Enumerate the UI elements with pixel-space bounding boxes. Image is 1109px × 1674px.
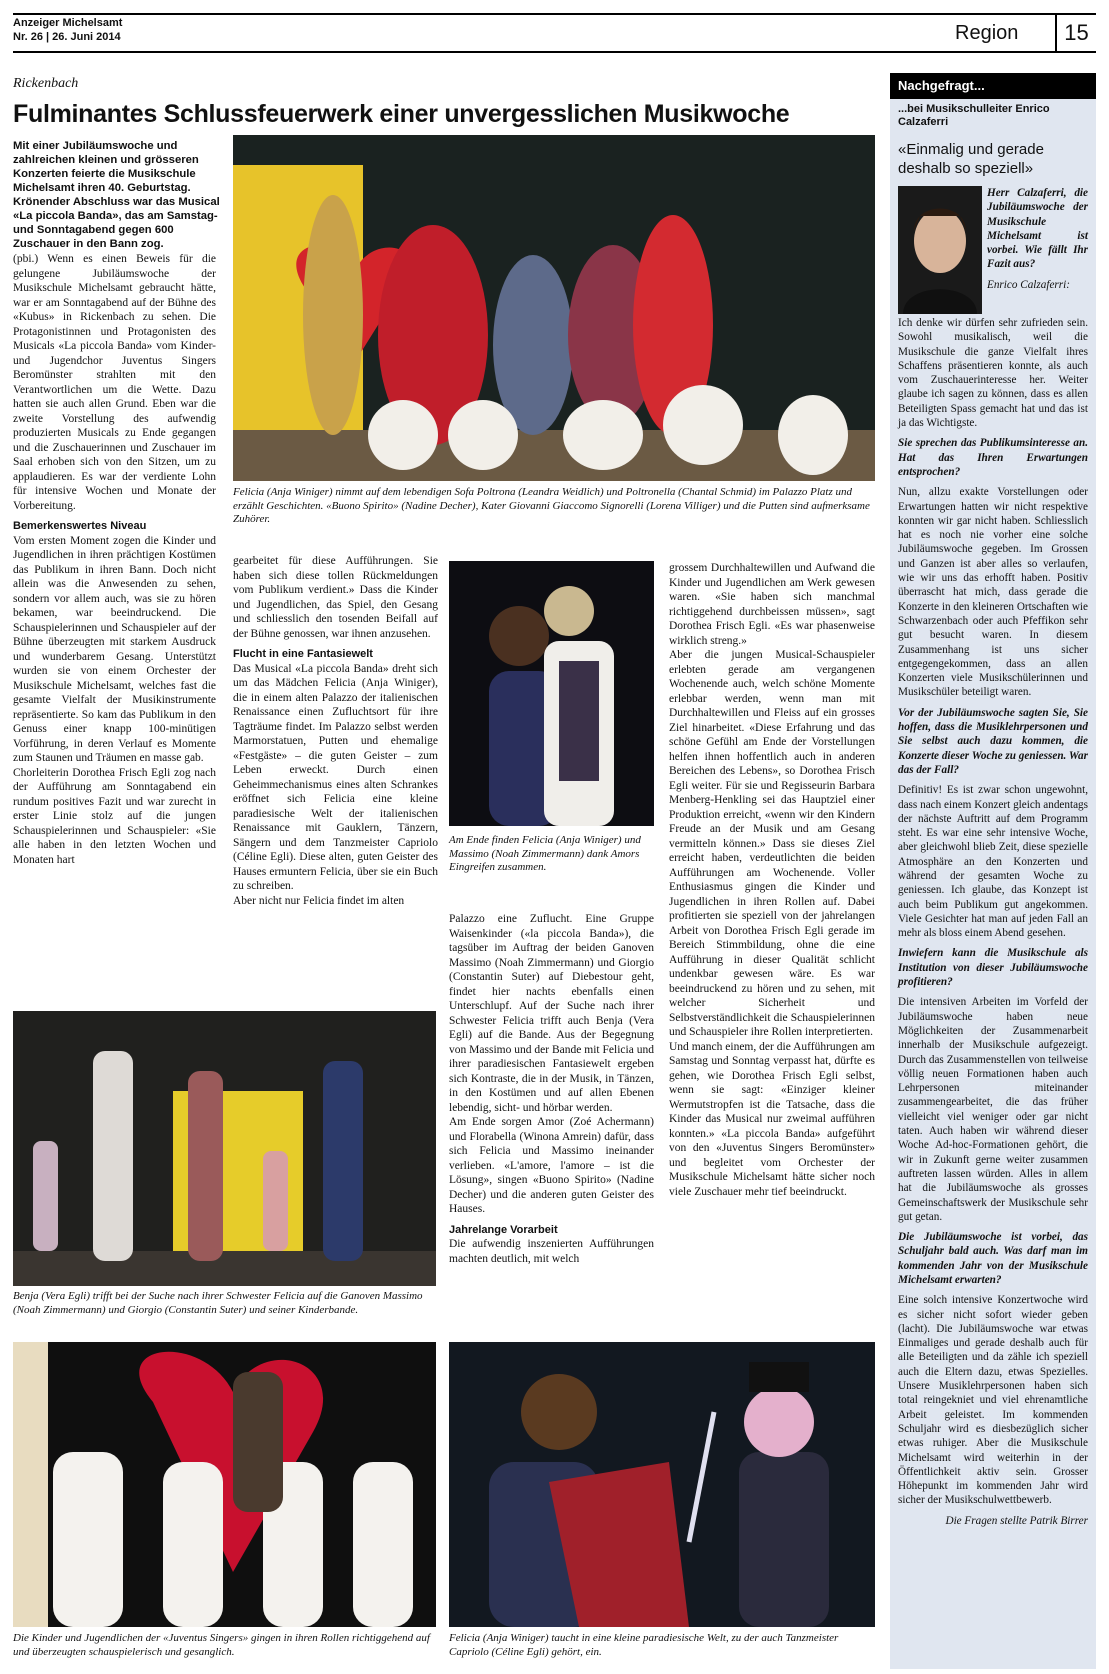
paper-name: Anzeiger Michelsamt — [13, 17, 123, 29]
answer: Nun, allzu exakte Vorstellungen oder Erwartungen hatten wir nicht respektive konnten wir gar nicht haben. Schliesslich hat es noch nie vorher eine solche Jubiläumswoche gegeben. Im Grossen und Ganzen ist aber alles so verlaufen, wie wir uns das erhofft haben. Positiv überrascht hat mich, dass gerade die Konzerte in den kleineren Ortschaften wie Schwarzenbach oder auch Pfeffikon sehr gut besucht waren. In diesem Zusammenhang ist uns sicher entgegengekommen, dass an allen Konzerten viele Musikschülerinnen und Musikschüler beteiligt waren. — [898, 486, 1088, 699]
article-column-2 — [233, 554, 438, 908]
sidebar-subtitle: ...bei Musikschulleiter Enrico Calzaferri — [898, 103, 1050, 128]
interview-body — [898, 316, 1088, 1534]
sidebar-header: Nachgefragt... — [890, 73, 1096, 99]
question: Herr Calzaferri, die Jubiläumswoche der Musikschule Michelsamt ist vorbei. Wie fällt Ihr Fazit aus? — [987, 187, 1088, 271]
article-lead: Mit einer Jubiläumswoche und zahlreichen kleinen und grösseren Konzerten feierte die Musikschule Michelsamt ihren 40. Geburtstag. Krönender Abschluss war das Musical «La piccola Banda», das am Samstag- und Sonntagabend gegen 600 Zuschauer in den Bann zog. — [13, 140, 220, 250]
paragraph: gearbeitet für diese Aufführungen. Sie haben sich diese tollen Rückmeldungen vom Publikum verdient.» Dass die Kinder und Jugendlichen, das Spiel, den Gesang und schliesslich den tosenden Beifall auf der Bühne genossen, war ihnen anzusehen. — [233, 555, 438, 640]
answer: Die intensiven Arbeiten im Vorfeld der Jubiläumswoche haben neue Möglichkeiten der Zusammenarbeit innerhalb der Musikschule aufgezeigt. Durch das Zusammenstellen von teilweise völlig neuen Formationen haben auch Lehrpersonen miteinander zusammengearbeitet, die das früher vielleicht viel weniger oder gar nicht taten. Auch haben wir während dieser Woche Ad-hoc-Formationen gehört, die wir in Zukunft gerne weiter zusammen auftreten lassen würden. Alles in allem hat die Jubiläumswoche als grosses Gemeinschaftswerk der Musikschule sehr gut getan. — [898, 996, 1088, 1223]
main-photo — [233, 135, 875, 481]
issue-info: Nr. 26 | 26. Juni 2014 — [13, 31, 121, 43]
main-photo-caption: Felicia (Anja Winiger) nimmt auf dem lebendigen Sofa Poltrona (Leandra Weidlich) und Poltronella (Chantal Schmid) im Palazzo Platz und erzählt Geschichten. «Buono Spirito» (Nadine Decher), Kater Giovanni Giaccomo Signorelli (Lorena Villiger) und die Putten sind aufmerksame Zuhörer. — [233, 486, 870, 525]
paragraph: Die aufwendig inszenierten Aufführungen machten deutlich, mit welch — [449, 1238, 654, 1265]
paragraph: grossem Durchhaltewillen und Aufwand die Kinder und Jugendlichen am Werk gewesen waren. «Sie haben sich manchmal richtiggehend durchbeissen müssen», sagt Dorothea Frisch Egli. «Es war phasenweise wirklich streng.» — [669, 562, 875, 647]
interview-intro — [987, 186, 1088, 292]
top-rule — [13, 13, 1096, 15]
question: Die Jubiläumswoche ist vorbei, das Schuljahr bald auch. Was darf man im kommenden Jahr von der Musikschule Michelsamt erwarten? — [898, 1231, 1088, 1286]
question: Vor der Jubiläumswoche sagten Sie, Sie hoffen, dass die Musiklehrpersonen und Sie selbst auch dazu kommen, die Konzerte dieser Woche zu geniessen. War das der Fall? — [898, 706, 1088, 776]
paragraph: Aber die jungen Musical-Schauspieler erlebten gerade am vergangenen Wochenende auch, welch schöne Momente erlebbar werden, wenn man mit Durchhaltewillen und Fleiss auf ein grosses Ziel hinarbeitet. «Diese Erfahrung und das schöne Gefühl am Ende der Vorstellungen helfen ihnen hoffentlich auch in anderen Bereichen des Lebens», so Dorothea Frisch Egli weiter. Für sie und Regisseurin Barbara Menberg-Henkling sei das Hauptziel einer Produktion erreicht, «wenn wir den Kindern Freude an der Musik und am Gesang vermitteln können.» Dass sie dieses Ziel erreicht haben, verdeutlichten die beiden Aufführungen am Wochenende. Voller Enthusiasmus gingen die Kinder und Jugendlichen in ihren Rollen auf. Dabei profitierten sie speziell von der jahrelangen Arbeit von Dorothea Frisch Egli gerade im Bereich Stimmbildung, ohne die eine Aufführung in dieser Qualität schlicht undenkbar gewesen wäre. Es war beeindruckend zu hören und zu sehen, mit welcher Sicherheit und Selbstverständlichkeit die Schauspielerinnen und Schauspieler ihre Rollen interpretierten. — [669, 649, 875, 1038]
stage-photo-caption: Benja (Vera Egli) trifft bei der Suche nach ihrer Schwester Felicia auf die Ganoven Massimo (Noah Zimmermann) und Giorgio (Constantin Suter) und seiner Kinderbande. — [13, 1290, 423, 1316]
paragraph: Aber nicht nur Felicia findet im alten — [233, 894, 405, 907]
header-rule — [13, 51, 1096, 53]
section-label: Region — [955, 22, 1019, 44]
felicia-photo-caption: Felicia (Anja Winiger) taucht in eine kleine paradiesische Welt, zu der auch Tanzmeister Capriolo (Céline Egli) gehört, ein. — [449, 1632, 839, 1658]
singers-photo-caption: Die Kinder und Jugendlichen der «Juventus Singers» gingen in ihren Rollen richtiggehend auf und überzeugten schauspielerisch und gesanglich. — [13, 1632, 430, 1658]
interview-credit: Die Fragen stellte Patrik Birrer — [945, 1514, 1088, 1527]
portrait-photo — [898, 186, 982, 314]
subheading: Bemerkenswertes Niveau — [13, 520, 147, 532]
answer-name: Enrico Calzaferri: — [987, 278, 1070, 291]
question: Sie sprechen das Publikumsinteresse an. Hat das Ihren Erwartungen entsprochen? — [898, 437, 1088, 478]
paragraph: Am Ende sorgen Amor (Zoé Achermann) und Florabella (Winona Amrein) dafür, dass sich Felicia und Massimo ineinander verlieben. «L'amore, l'amore – ist die Lösung», singen «Buono Spirito» (Nadine Decher) und die anderen guten Geister des Hauses. — [449, 1116, 654, 1215]
paragraph: Das Musical «La piccola Banda» dreht sich um das Mädchen Felicia (Anja Winiger), die in einem alten Palazzo der italienischen Renaissance einen Zufluchtsort für ihre Tagträume findet. Im Palazzo selbst werden Marmorstatuen, Putten und ehemalige «Festgäste» – die guten Geister – zum Leben erweckt. Durch einen Geheimmechanismus eines alten Schrankes eröffnet sich Felicia eine kleine paradiesische Welt der italienischen Renaissance mit Gauklern, Tänzern, Sängern und dem Tanzmeister Capriolo (Céline Egli). Diese alten, guten Geister des Hauses ermuntern Felicia, über sie ein Buch zu schreiben. — [233, 662, 438, 892]
singers-photo — [13, 1342, 436, 1627]
stage-photo — [13, 1011, 436, 1286]
couple-photo-caption: Am Ende finden Felicia (Anja Winiger) und Massimo (Noah Zimmermann) dank Amors Eingreifen zusammen. — [449, 834, 641, 873]
article-column-3 — [449, 912, 654, 1266]
subheading: Flucht in eine Fantasiewelt — [233, 648, 373, 660]
masthead — [13, 16, 122, 44]
answer: Definitiv! Es ist zwar schon ungewohnt, dass nach einem Konzert gleich andentags der nächste Auftritt auf dem Programm steht. Es war eine sehr intensive Woche, aber gleichwohl blieb Zeit, diese spezielle Atmosphäre an den Konzerten und während der gesamten Woche zu geniessen. Ich glaube, das Konzept ist auch beim Publikum gut angekommen. Viele Gesichter hat man auf jeden Fall an mehr als bloss einem Abend gesehen. — [898, 784, 1088, 940]
felicia-photo — [449, 1342, 875, 1627]
paragraph: (pbi.) Wenn es einen Beweis für die gelungene Jubiläumswoche der Musikschule Michelsamt gebraucht hätte, war er am Sonntagabend auf der Bühne des «Kubus» in Rickenbach zu sehen. Die Protagonistinnen und Protagonisten des Musicals «La piccola Banda» vom Kinder- und Jugendchor Juventus Singers Beromünster strahlten mit den Verantwortlichen um die Wette. Dazu hatten sie auch allen Grund. Eben war die zweite Vorstellung des aufwendig produzierten Musicals zu Ende gegangen und die Zuschauerinnen und Zuschauer im Saal erhoben sich von den Sitzen, um zu applaudieren. Es war der verdiente Lohn für intensive Wochen und Monate der Vorbereitung. — [13, 253, 216, 512]
article-column-4 — [669, 561, 875, 1199]
paragraph: Und manch einem, der die Aufführungen am Samstag und Sonntag verpasst hat, dürfte es gehen, wie Dorothea Frisch Egli selbst, wenn sie sagt: «Einziger kleiner Wermutstropfen ist die Tatsache, dass die Kinder das Musical nur zweimal aufführen konnten.» «La piccola Banda» aufgeführt von den «Juventus Singers Beromünster» und begleitet vom Orchester der Musikschule Michelsamt hätte sicher noch viele Zuschauer mehr tief beeindruckt. — [669, 1040, 875, 1198]
question: Inwiefern kann die Musikschule als Institution von dieser Jubiläumswoche profitieren? — [898, 947, 1088, 989]
article-headline: Fulminantes Schlussfeuerwerk einer unvergesslichen Musikwoche — [13, 100, 790, 128]
paragraph: Palazzo eine Zuflucht. Eine Gruppe Waisenkinder («la piccola Banda»), die tagsüber im Auftrag der beiden Ganoven Massimo (Noah Zimmermann) und Giorgio (Constantin Suter) auf Diebestour geht, findet hier nachts ebenfalls einen Unterschlupf. Auf der Suche nach ihrer Schwester Felicia trifft auch Benja (Vera Egli) auf die Bande. Aus der Begegnung von Massimo und der Bande mit Felicia und ihrer paradiesischen Fantasiewelt ergeben sich Kontraste, die in der Musik, in Tänzen, in den Kostümen und auf allen Ebenen lebendig, sicht- und hörbar werden. — [449, 913, 654, 1114]
subheading: Jahrelange Vorarbeit — [449, 1223, 558, 1236]
answer: Ich denke wir dürfen sehr zufrieden sein. Sowohl musikalisch, weil die Musikschule die ganze Vielfalt ihres Schaffens präsentieren konnte, als auch vom Zuschauerinteresse her. Weiter glaube ich sagen zu können, dass es allen Beteiligten Spass gemacht hat und das ist ja das Wichtigste. — [898, 317, 1088, 430]
page-number: 15 — [1055, 15, 1096, 51]
article-kicker: Rickenbach — [13, 76, 79, 91]
article-column-1 — [13, 252, 216, 867]
couple-photo — [449, 561, 654, 826]
paragraph: Vom ersten Moment zogen die Kinder und Jugendlichen in ihren prächtigen Kostümen das Publikum in ihren Bann. Doch nicht allein was die Anwesenden zu sehen, sondern vor allem auch, was sie zu hören bekamen, war beeindruckend. Die Schauspielerinnen und Schauspieler auf der Bühne überzeugten mit starkem Ausdruck und wunderbarem Gesang. Unterstützt wurden sie von einem Orchester der Musikschule Michelsamt, welches fast die gesamte Vielfalt der Musikinstrumente repräsentierte. So kam das Publikum in den Genuss einer knapp 100-minütigen Vorführung, in deren Verlauf es Momente zum Staunen und Träumen en masse gab. — [13, 534, 216, 764]
paragraph: Chorleiterin Dorothea Frisch Egli zog nach der Aufführung am Sonntagabend ein rundum positives Fazit und war zurecht in erster Linie stolz auf die jungen Schauspielerinnen und Schauspieler: «Sie alle haben in den letzten Wochen und Monaten hart — [13, 766, 216, 866]
sidebar-title: «Einmalig und gerade deshalb so speziell» — [898, 141, 1044, 177]
answer: Eine solch intensive Konzertwoche wird es sicher nicht sofort wieder geben (lacht). Die Jubiläumswoche war etwas Einmaliges und gerade deshalb auch für alle Beteiligten und da zähle ich speziell auch die Eltern dazu, etwas Spezielles. Unsere Musiklehrpersonen haben sich total reingekniet und viel ehrenamtliche Arbeit geleistet. Im kommenden Schuljahr wird es diesbezüglich sicher etwas ruhiger. Aber die Musikschule Michelsamt wird weiterhin in der Öffentlichkeit aktiv sein. Grosser Höhepunkt im kommenden Jahr wird sicher der Musikschulwettbewerb. — [898, 1294, 1088, 1507]
